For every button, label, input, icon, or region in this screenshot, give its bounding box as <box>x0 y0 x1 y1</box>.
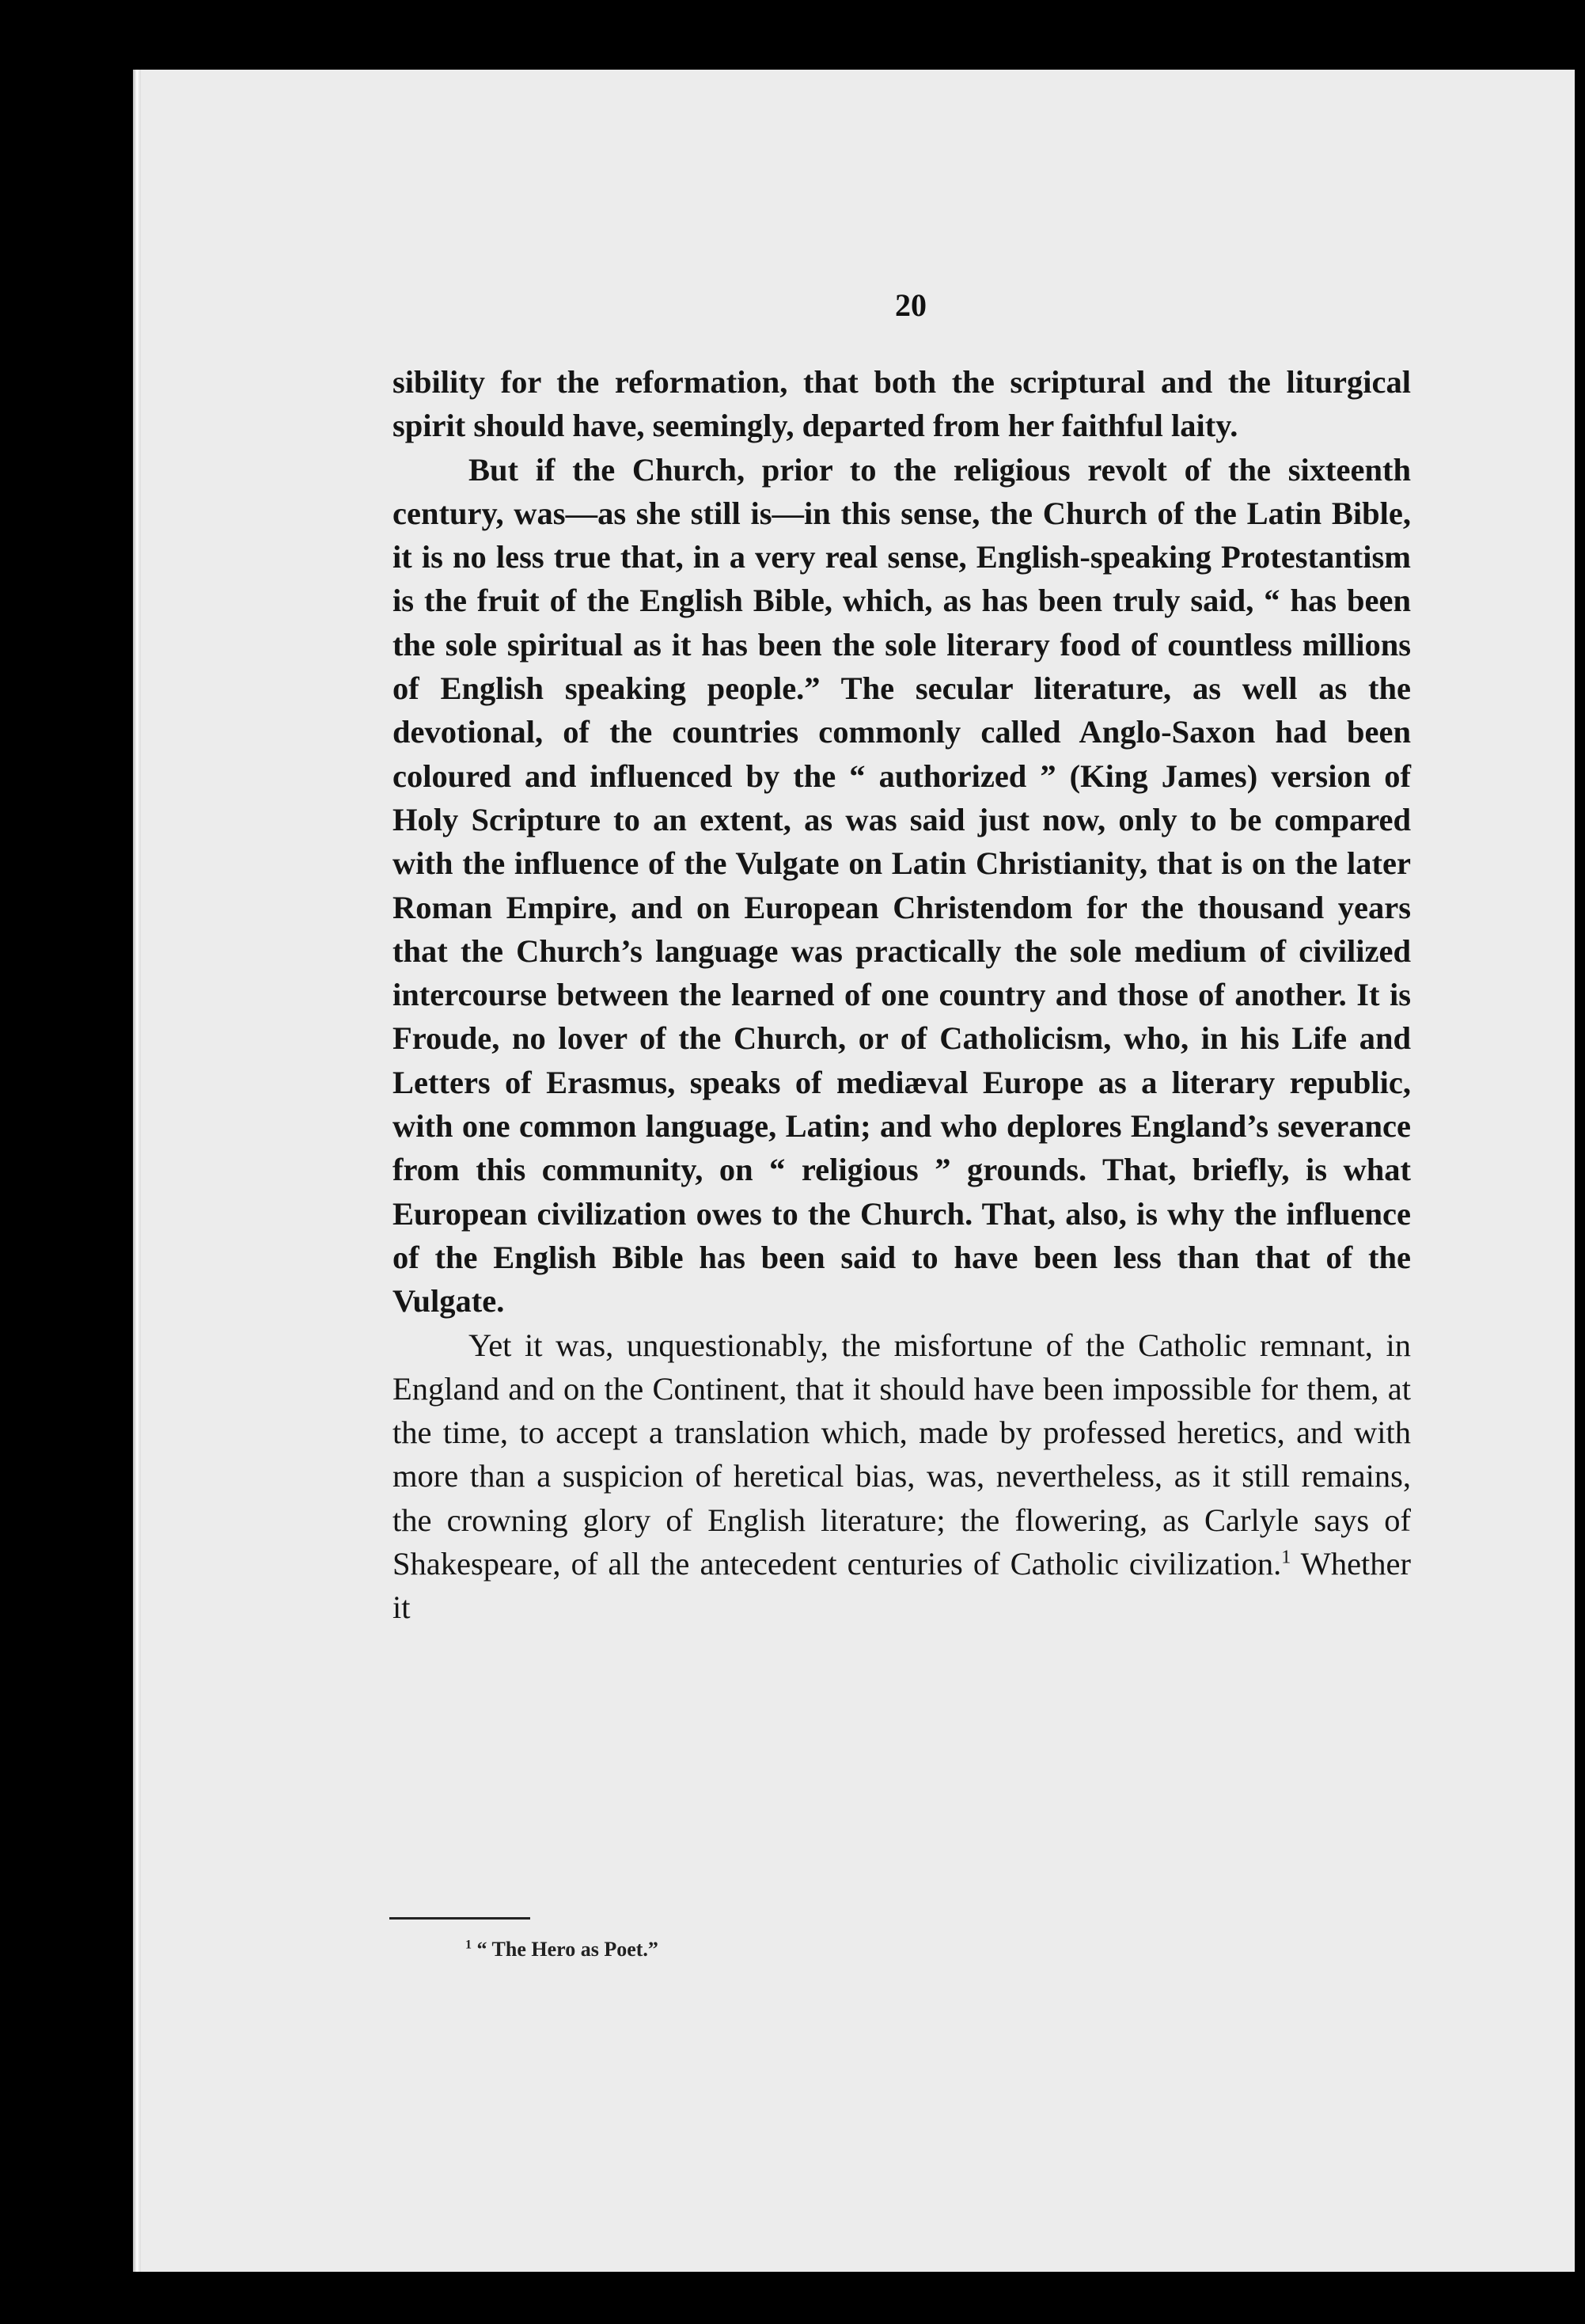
paragraph-text: Yet it was, unquestionably, the misfortune of the Catholic remnant, in England and on the Continent, that it should have been impossible for them, at the time, to accept a translation which, made by professed heretics, and with more than a suspicion of heretical bias, was, nevertheless, as it still remains, the crowning glory of English literature; the flowering, as Carlyle says of Shakespeare, of all the antecedent centuries of Catholic civilization. <box>392 1327 1411 1582</box>
page-number: 20 <box>895 287 927 323</box>
page-binding-edge <box>133 70 141 2272</box>
footnote-number: 1 <box>465 1938 472 1952</box>
footnote-marker[interactable]: 1 <box>1281 1547 1291 1568</box>
footnote-text: “ The Hero as Poet.” <box>476 1938 658 1961</box>
paragraph-continuation: sibility for the reformation, that both the scriptural and the liturgical spirit should have, seemingly, departed from her faithful laity. <box>392 364 1411 444</box>
paragraph-church-latin-bible: But if the Church, prior to the religious revolt of the sixteenth century, was—as she still is—in this sense, the Church of the Latin Bible, it is no less true that, in a very real sense, English-speaking Protestantism is the fruit of the English Bible, which, as has been truly said, “ has been the sole spiritual as it has been the sole literary food of countless millions of English speaking people.” The secular literature, as well as the devotional, of the countries commonly called Anglo-Saxon had been coloured and influenced by the “ authorized ” (King James) version of Holy Scripture to an extent, as was said just now, only to be compared with the influence of the Vulgate on Latin Christianity, that is on the later Roman Empire, and on European Christendom for the thousand years that the Church’s language was practically the sole medium of civilized intercourse between the learned of one country and those of another. It is Froude, no lover of the Church, or of Catholicism, who, in his Life and Letters of Erasmus, speaks of mediæval Europe as a literary republic, with one common language, Latin; and who deplores England’s severance from this community, on “ religious ” grounds. That, briefly, is what European civilization owes to the Church. That, also, is why the influence of the English Bible has been said to have been less than that of the Vulgate. <box>392 451 1411 1320</box>
body-text <box>392 360 1411 1630</box>
paragraph-catholic-remnant <box>392 1323 1411 1630</box>
footnote <box>465 1938 658 1961</box>
footnote-rule <box>389 1917 530 1920</box>
paragraph-tail: Whether it <box>392 1546 1412 1626</box>
